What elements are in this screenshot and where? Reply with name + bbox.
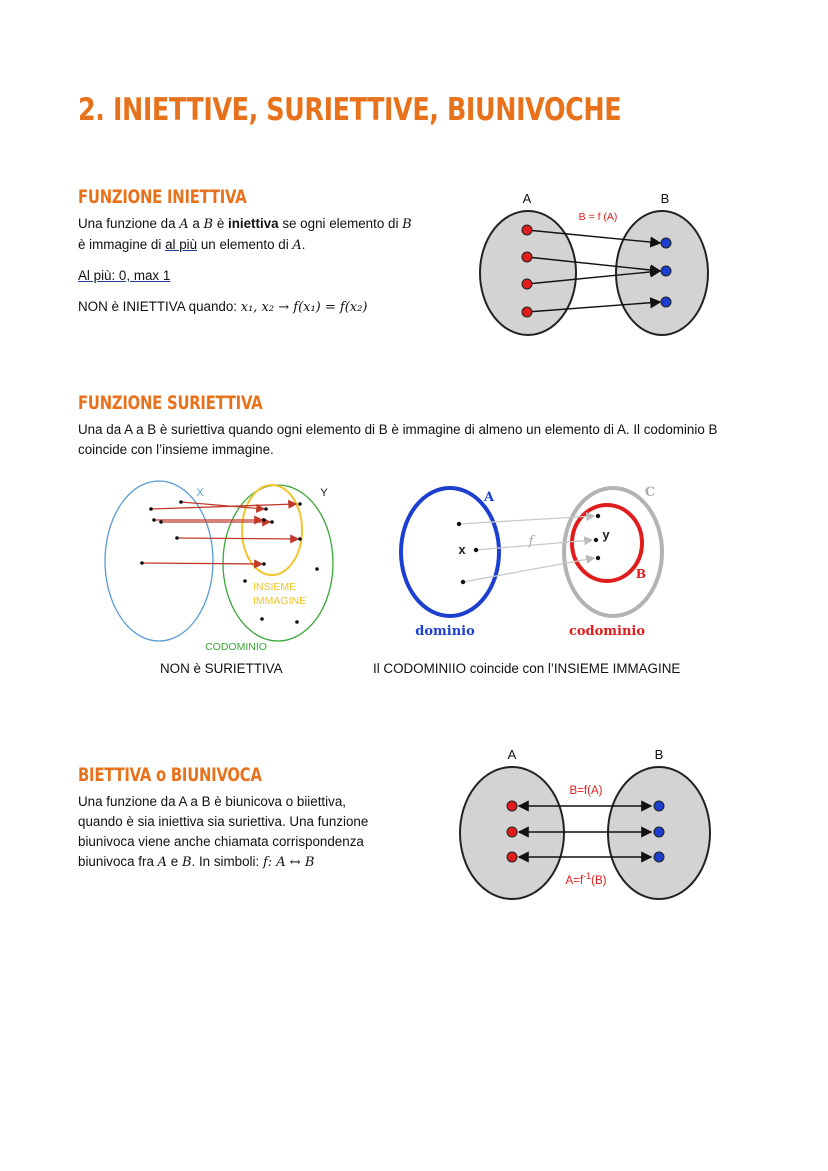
point — [461, 580, 465, 584]
iniettiva-note: Al più: 0, max 1 — [78, 268, 171, 283]
domain-ellipse — [105, 481, 213, 641]
codomain-label: codominio — [568, 624, 646, 639]
point — [596, 514, 600, 518]
point — [262, 518, 266, 522]
point — [243, 579, 247, 583]
math-var: B — [402, 217, 412, 232]
suriettiva-definition: Una da A a B è suriettiva quando ogni elemento di B è immagine di almeno un elemento di A. Il codominio B coincide con l’insieme immagine. — [78, 422, 718, 457]
point — [315, 567, 319, 571]
element-dot-a — [522, 307, 532, 317]
point — [179, 500, 183, 504]
point — [298, 537, 302, 541]
suriettiva-diagram — [395, 482, 675, 644]
label-part: (B) — [591, 875, 607, 887]
set-x-label: X — [196, 487, 204, 499]
math-formula: f: A ↔ B — [262, 855, 315, 870]
text-run: Una funzione da — [78, 216, 180, 231]
x-label: x — [458, 542, 466, 557]
mapping-arrow — [177, 538, 298, 539]
element-dot-a — [522, 225, 532, 235]
caption-suriettiva: Il CODOMINIIO coincide con l’INSIEME IMMAGINE — [373, 661, 681, 676]
text-line: Una funzione da A a B è biunicova o biiettiva, — [78, 794, 346, 809]
point — [298, 502, 302, 506]
set-b-label: B — [635, 567, 647, 581]
section-heading-biettiva: BIETTIVA o BIUNIVOCA — [78, 764, 262, 786]
element-dot-a — [507, 852, 517, 862]
text-run: NON è INIETTIVA quando: — [78, 299, 241, 314]
text-run: e — [167, 854, 182, 869]
caption-non-suriettiva: NON è SURIETTIVA — [160, 661, 283, 676]
top-mapping-label: B=f(A) — [569, 785, 603, 797]
text-run: se ogni elemento di — [278, 216, 403, 231]
point — [264, 507, 268, 511]
element-dot-b — [661, 297, 671, 307]
math-var: B — [181, 855, 192, 870]
element-dot-b — [661, 238, 671, 248]
element-dot-a — [507, 801, 517, 811]
math-var: A — [292, 238, 302, 253]
codomain-label: CODOMINIO — [205, 641, 267, 653]
element-dot-a — [522, 279, 532, 289]
point — [457, 522, 461, 526]
mapping-arrow — [142, 563, 262, 564]
point — [262, 562, 266, 566]
y-label: y — [602, 527, 610, 542]
mapping-arrow — [476, 540, 592, 550]
point — [152, 518, 156, 522]
biettiva-definition — [78, 792, 408, 873]
domain-ellipse — [401, 488, 499, 616]
iniettiva-diagram — [470, 188, 730, 338]
iniettiva-definition — [78, 214, 458, 256]
text-run: biunivoca fra — [78, 854, 158, 869]
domain-label: dominio — [415, 624, 475, 639]
point — [175, 536, 179, 540]
set-b-label: B — [654, 747, 664, 762]
image-label-line2: IMMAGINE — [253, 595, 307, 607]
text-line: biunivoca viene anche chiamata corrispondenza — [78, 834, 364, 849]
non-suriettiva-diagram — [100, 478, 345, 656]
point — [594, 538, 598, 542]
element-dot-b — [654, 852, 664, 862]
element-dot-a — [507, 827, 517, 837]
set-a-label: A — [507, 747, 517, 762]
mapping-arrow — [459, 516, 594, 524]
set-c-label: C — [644, 485, 656, 500]
point — [474, 548, 478, 552]
label-part: A=f — [565, 875, 584, 887]
point — [260, 617, 264, 621]
math-var: A — [179, 217, 189, 232]
text-run: . — [301, 237, 306, 252]
function-label: f — [528, 534, 534, 549]
point — [596, 556, 600, 560]
math-var: A — [157, 855, 168, 870]
text-run: è — [213, 216, 228, 231]
iniettiva-non-condition — [78, 297, 367, 318]
element-dot-b — [654, 801, 664, 811]
set-y-label: Y — [320, 487, 328, 499]
mapping-arrow — [151, 504, 296, 509]
element-dot-b — [661, 266, 671, 276]
codomain-ellipse — [223, 485, 333, 641]
bold-term: iniettiva — [227, 216, 279, 231]
text-run: un elemento di — [197, 237, 293, 252]
math-var: B — [203, 217, 214, 232]
image-ellipse — [242, 485, 302, 575]
text-run: a — [188, 216, 204, 231]
text-run: è immagine di — [78, 237, 166, 252]
set-b-label: B — [660, 191, 670, 206]
underlined-term: al più — [165, 237, 198, 252]
point — [270, 520, 274, 524]
section-heading-iniettiva: FUNZIONE INIETTIVA — [78, 186, 247, 208]
biettiva-diagram — [455, 742, 715, 907]
point — [295, 620, 299, 624]
set-a-label: A — [483, 490, 495, 505]
point — [149, 507, 153, 511]
element-dot-a — [522, 252, 532, 262]
math-formula: x₁, x₂ → f(x₁) = f(x₂) — [240, 300, 368, 315]
point — [140, 561, 144, 565]
mapping-arrow — [463, 558, 594, 582]
label-superscript: -1 — [583, 871, 592, 881]
element-dot-b — [654, 827, 664, 837]
page-title: 2. INIETTIVE, SURIETTIVE, BIUNIVOCHE — [78, 92, 622, 128]
image-label-line1: INSIEME — [253, 581, 297, 593]
text-run: . In simboli: — [191, 854, 263, 869]
text-line: quando è sia iniettiva sia suriettiva. Una funzione — [78, 814, 369, 829]
point — [159, 520, 163, 524]
section-heading-suriettiva: FUNZIONE SURIETTIVA — [78, 392, 263, 414]
inverse-mapping-label — [566, 871, 607, 887]
set-a-label: A — [522, 191, 532, 206]
mapping-label: B = f (A) — [578, 211, 618, 223]
